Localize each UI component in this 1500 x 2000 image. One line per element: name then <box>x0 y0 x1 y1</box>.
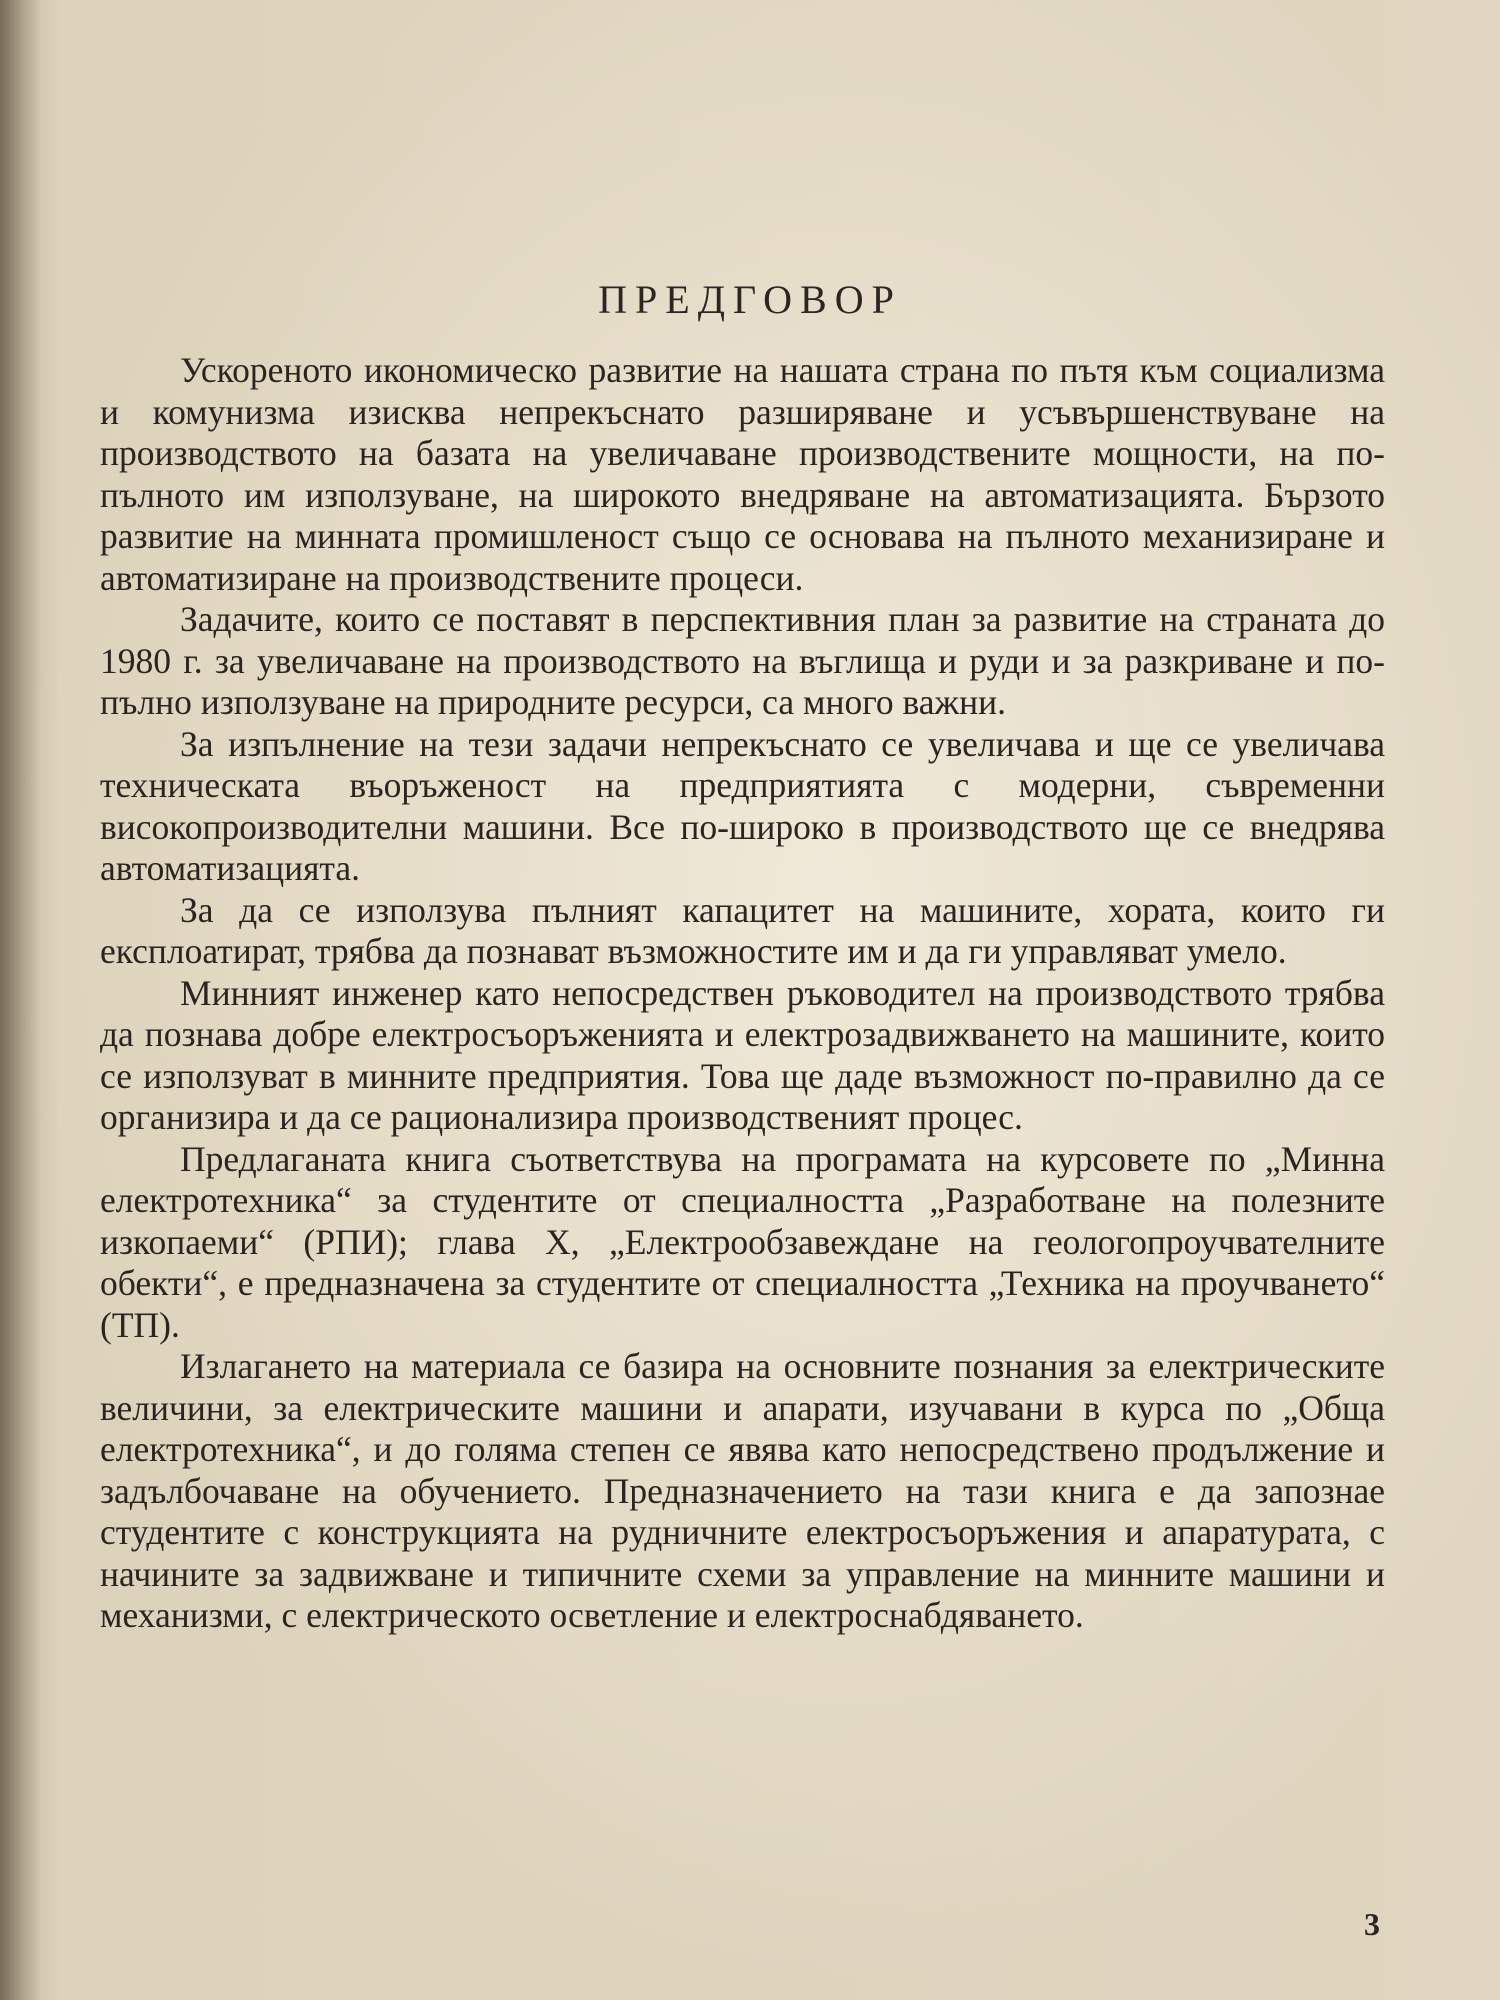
paragraph-2: Задачите, които се поставят в перспективния план за развитие на страната до 1980 г. за увеличаване на производството на въглища и руди и за разкриване и по-пълно използуване на природните ресурси, са много важни. <box>100 599 1385 722</box>
paragraph-3: За изпълнение на тези задачи непрекъснато се увеличава и ще се увеличава техническата въоръженост на предприятията с модерни, съвременни високопроизводителни машини. Все по-широко в производството ще се внедрява автоматизацията. <box>100 723 1385 888</box>
page-number: 3 <box>1364 1906 1380 1942</box>
paragraph-4: За да се използува пълният капацитет на машините, хората, които ги експлоатират, трябва да познават възможностите им и да ги управляват умело. <box>100 889 1385 971</box>
page-title: ПРЕДГОВОР <box>598 277 902 322</box>
preface-body <box>100 350 1385 1637</box>
paragraph-5: Минният инженер като непосредствен ръководител на производството трябва да познава добре електросъоръженията и електрозадвижването на машините, които се използуват в минните предприятия. Това ще даде възможност по-правилно да се организира и да се рационализира производственият процес. <box>100 972 1385 1137</box>
paragraph-7: Излагането на материала се базира на основните познания за електрическите величини, за електрическите машини и апарати, изучавани в курса по „Обща електротехника“, и до голяма степен се явява като непосредствено продължение и задълбочаване на обучението. Предназначението на тази книга е да запознае студентите с конструкцията на рудничните електросъоръжения и апаратурата, с начините за задвижване и типичните схеми за управление на минните машини и механизми, с електрическото осветление и електроснабдяването. <box>100 1346 1385 1635</box>
paragraph-1: Ускореното икономическо развитие на нашата страна по пътя към социализма и комунизма изисква непрекъснато разширяване и усъвършенствуване на производството на базата на увеличаване производствените мощности, на по-пълното им използуване, на широкото внедряване на автоматизацията. Бързото развитие на минната промишленост също се основава на пълното механизиране и автоматизиране на производствените процеси. <box>100 350 1385 598</box>
paragraph-6: Предлаганата книга съответствува на програмата на курсовете по „Минна електротехника“ за студентите от специалността „Разработване на полезните изкопаеми“ (РПИ); глава X, „Електрообзавеждане на геологопроучвателните обекти“, е предназначена за студентите от специалността „Техника на проучването“ (ТП). <box>100 1138 1385 1345</box>
